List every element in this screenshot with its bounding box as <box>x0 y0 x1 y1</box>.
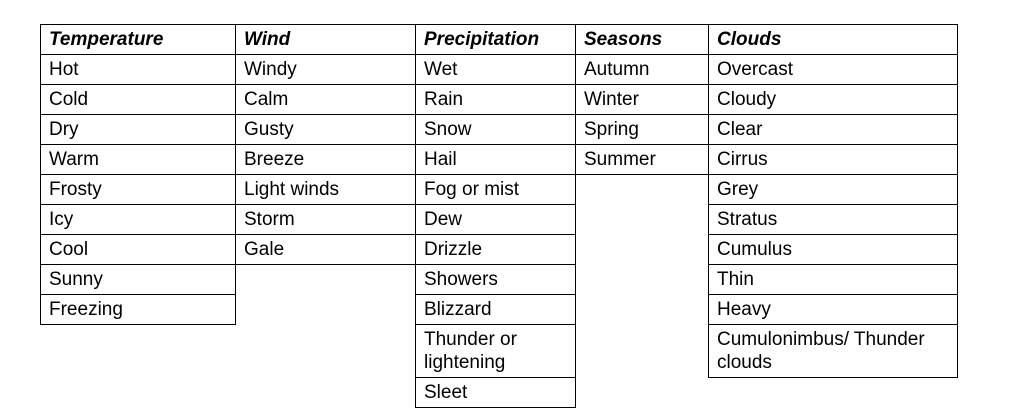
cell-label: Cirrus <box>717 149 768 170</box>
table-cell <box>41 235 236 265</box>
empty-cell <box>236 378 416 408</box>
empty-cell <box>576 325 709 378</box>
table-row <box>41 325 958 378</box>
table-row <box>41 378 958 408</box>
cell-label: Grey <box>717 179 759 200</box>
table-cell <box>576 55 709 85</box>
empty-cell <box>709 378 958 408</box>
cell-label: Heavy <box>717 299 771 320</box>
cell-label: Dew <box>424 209 463 230</box>
table-row <box>41 55 958 85</box>
cell-label: Hail <box>424 149 457 170</box>
table-cell <box>416 205 576 235</box>
table-cell <box>416 115 576 145</box>
cell-label: Windy <box>244 59 297 80</box>
column-header-label: Precipitation <box>424 29 540 50</box>
cell-label: Dry <box>49 119 79 140</box>
weather-vocabulary-table <box>40 24 958 408</box>
column-header <box>236 25 416 55</box>
table-cell <box>709 55 958 85</box>
empty-cell <box>41 325 236 378</box>
table-cell <box>709 325 958 378</box>
table-header-row <box>41 25 958 55</box>
table-row <box>41 175 958 205</box>
empty-cell <box>236 265 416 295</box>
column-header <box>709 25 958 55</box>
cell-label: Cumulonimbus/ Thunder clouds <box>717 329 925 373</box>
table-cell <box>576 85 709 115</box>
column-header-label: Temperature <box>49 29 164 50</box>
empty-cell <box>236 325 416 378</box>
cell-label: Showers <box>424 269 498 290</box>
cell-label: Stratus <box>717 209 778 230</box>
table-cell <box>41 85 236 115</box>
table-cell <box>41 265 236 295</box>
table-cell <box>236 235 416 265</box>
cell-label: Cloudy <box>717 89 777 110</box>
table-cell <box>41 145 236 175</box>
table-cell <box>41 55 236 85</box>
cell-label: Icy <box>49 209 74 230</box>
column-header-label: Clouds <box>717 29 782 50</box>
table-cell <box>236 115 416 145</box>
cell-label: Storm <box>244 209 295 230</box>
table-cell <box>41 205 236 235</box>
table-row <box>41 295 958 325</box>
table-cell <box>41 115 236 145</box>
cell-label: Thunder or lightening <box>424 329 517 373</box>
cell-label: Thin <box>717 269 754 290</box>
table-cell <box>709 235 958 265</box>
cell-label: Wet <box>424 59 458 80</box>
column-header <box>416 25 576 55</box>
table-cell <box>416 325 576 378</box>
table-cell <box>236 85 416 115</box>
table-cell <box>236 145 416 175</box>
table-cell <box>416 265 576 295</box>
table-cell <box>236 175 416 205</box>
table-cell <box>576 145 709 175</box>
table-cell <box>709 145 958 175</box>
table-cell <box>709 205 958 235</box>
column-header <box>576 25 709 55</box>
weather-vocabulary-table-wrapper <box>40 24 958 408</box>
cell-label: Cumulus <box>717 239 792 260</box>
cell-label: Freezing <box>49 299 123 320</box>
table-cell <box>709 175 958 205</box>
table-cell <box>41 295 236 325</box>
table-cell <box>236 205 416 235</box>
empty-cell <box>576 378 709 408</box>
empty-cell <box>41 378 236 408</box>
cell-label: Hot <box>49 59 79 80</box>
empty-cell <box>236 295 416 325</box>
cell-label: Summer <box>584 149 656 170</box>
empty-cell <box>576 205 709 235</box>
cell-label: Sunny <box>49 269 103 290</box>
cell-label: Calm <box>244 89 289 110</box>
table-row <box>41 85 958 115</box>
cell-label: Cool <box>49 239 89 260</box>
cell-label: Spring <box>584 119 639 140</box>
table-cell <box>709 265 958 295</box>
table-cell <box>416 235 576 265</box>
cell-label: Light winds <box>244 179 340 200</box>
table-cell <box>416 175 576 205</box>
empty-cell <box>576 295 709 325</box>
table-cell <box>416 85 576 115</box>
column-header <box>41 25 236 55</box>
table-row <box>41 205 958 235</box>
table-cell <box>709 115 958 145</box>
cell-label: Drizzle <box>424 239 483 260</box>
table-cell <box>576 115 709 145</box>
empty-cell <box>576 235 709 265</box>
column-header-label: Seasons <box>584 29 663 50</box>
cell-label: Frosty <box>49 179 102 200</box>
cell-label: Fog or mist <box>424 179 520 200</box>
cell-label: Sleet <box>424 382 468 403</box>
cell-label: Snow <box>424 119 472 140</box>
cell-label: Overcast <box>717 59 794 80</box>
cell-label: Winter <box>584 89 639 110</box>
cell-label: Cold <box>49 89 89 110</box>
empty-cell <box>576 175 709 205</box>
cell-label: Warm <box>49 149 99 170</box>
cell-label: Clear <box>717 119 763 140</box>
cell-label: Gusty <box>244 119 294 140</box>
table-cell <box>416 55 576 85</box>
cell-label: Gale <box>244 239 285 260</box>
table-cell <box>709 295 958 325</box>
empty-cell <box>576 265 709 295</box>
table-cell <box>416 295 576 325</box>
table-cell <box>416 378 576 408</box>
table-cell <box>41 175 236 205</box>
table-row <box>41 235 958 265</box>
table-row <box>41 265 958 295</box>
cell-label: Autumn <box>584 59 650 80</box>
table-cell <box>236 55 416 85</box>
cell-label: Breeze <box>244 149 305 170</box>
table-row <box>41 145 958 175</box>
cell-label: Rain <box>424 89 464 110</box>
table-row <box>41 115 958 145</box>
table-cell <box>416 145 576 175</box>
table-cell <box>709 85 958 115</box>
cell-label: Blizzard <box>424 299 492 320</box>
column-header-label: Wind <box>244 29 291 50</box>
